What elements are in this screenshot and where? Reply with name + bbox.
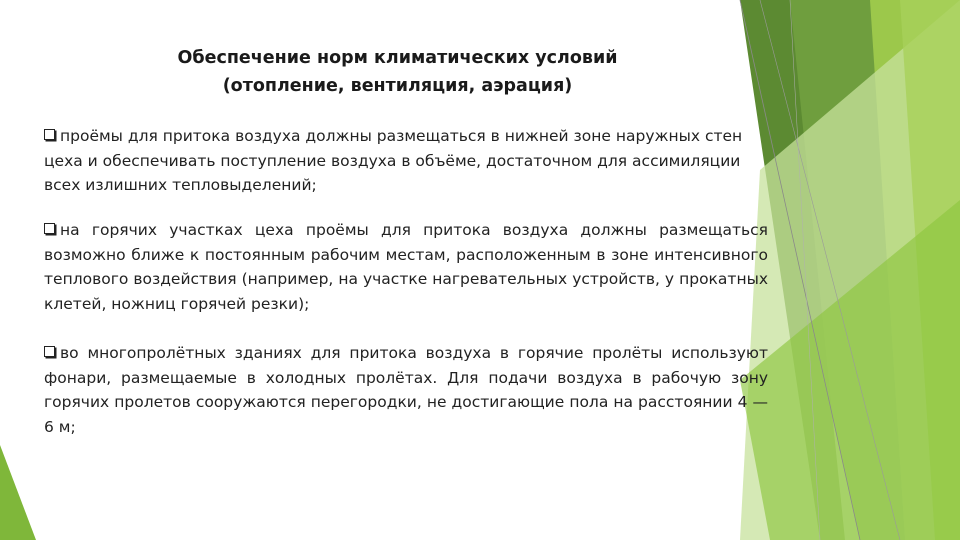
bullet-item-3: [44, 341, 768, 439]
title-line-1: Обеспечение норм климатических условий: [177, 48, 618, 68]
bullet-item-2: [44, 218, 768, 316]
checkbox-bullet-icon: [44, 129, 55, 140]
checkbox-bullet-icon: [44, 223, 55, 234]
left-green-triangle: [0, 445, 36, 540]
bullet-item-1: [44, 124, 768, 198]
bullet-text-3: во многопролётных зданиях для притока воздуха в горячие пролёты используют фонари, размещаемые в холодных пролётах. Для подачи воздуха в рабочую зону горячих пролетов сооружаются перегородки, не достигающие пола на расстоянии 4 —6 м;: [44, 344, 768, 436]
checkbox-bullet-icon: [44, 346, 55, 357]
slide-title: [110, 44, 685, 100]
bullet-text-1: проёмы для притока воздуха должны размещаться в нижней зоне наружных стен цеха и обеспечивать поступление воздуха в объёме, достаточном для ассимиляции всех излишних тепловыделений;: [44, 127, 743, 194]
title-line-2: (отопление, вентиляция, аэрация): [222, 76, 573, 96]
bullet-text-2: на горячих участках цеха проёмы для притока воздуха должны размещаться возможно ближе к постоянным рабочим местам, расположенным в зоне интенсивного теплового воздействия (например, на участке нагревательных устройств, у прокатных клетей, ножниц горячей резки);: [44, 221, 768, 313]
